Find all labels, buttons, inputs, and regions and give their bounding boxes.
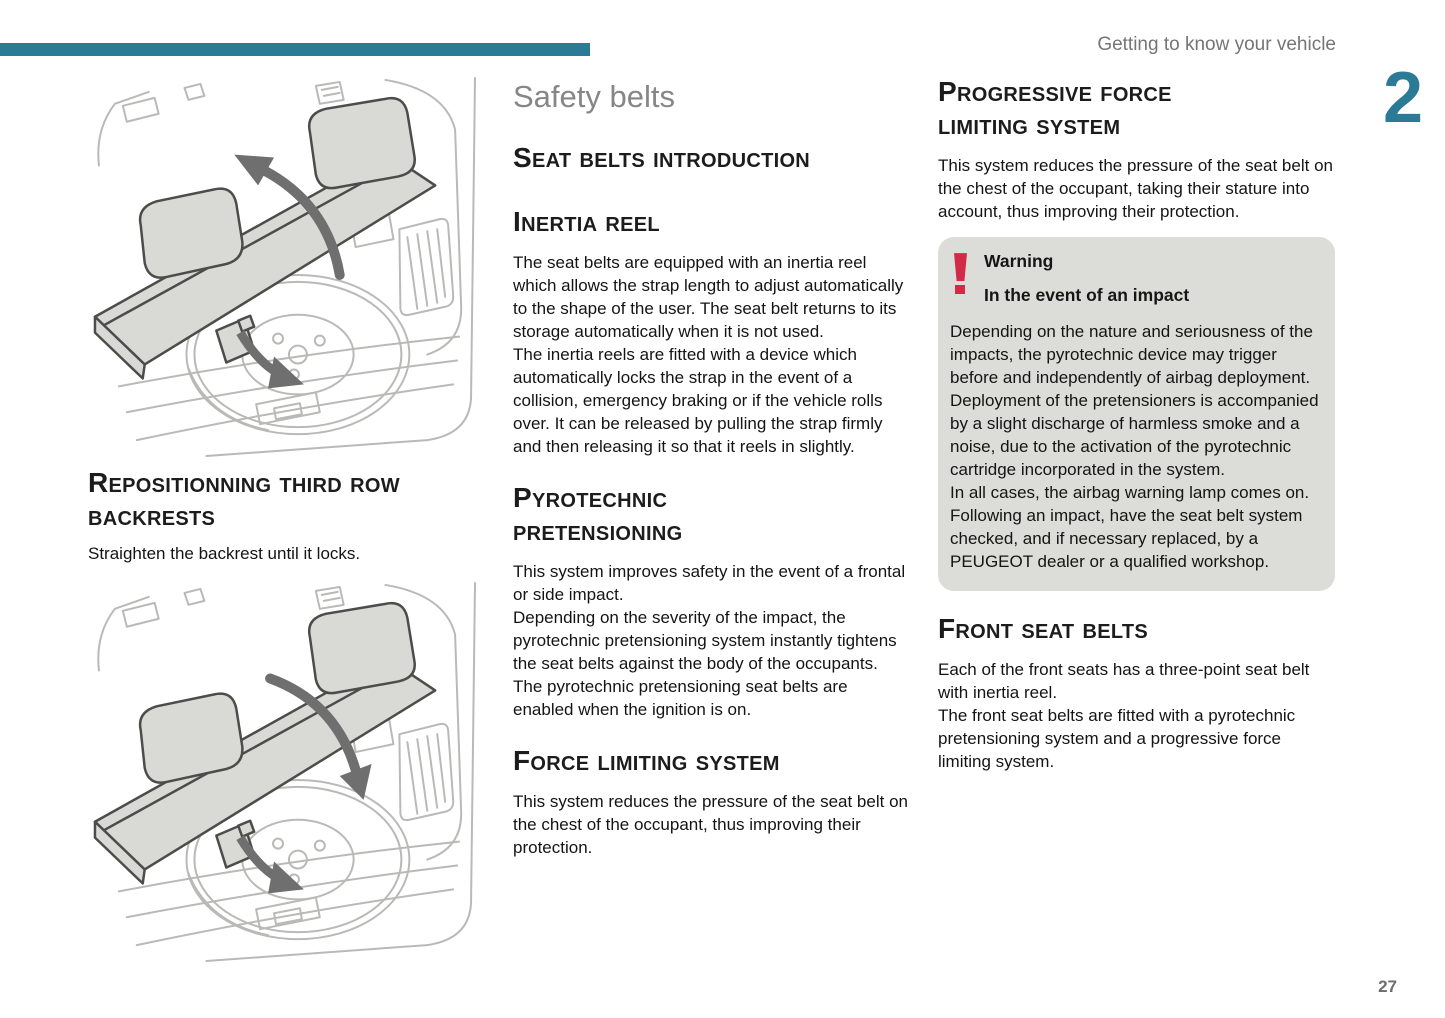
section-inertia-reel [513, 205, 908, 458]
body-paragraph: The front seat belts are fitted with a pyrotechnic pretensioning system and a progressive force limiting system. [938, 706, 1296, 772]
section-heading-seat-belts-introduction: Seat belts introduction [513, 141, 811, 173]
section-heading-progressive-force: Progressive force limiting system [938, 76, 1172, 141]
exclamation-icon [954, 253, 970, 294]
warning-paragraph: Following an impact, have the seat belt system checked, and if necessary replaced, by a PEUGEOT dealer or a qualified workshop. [950, 506, 1303, 572]
chapter-number: 2 [1382, 58, 1423, 138]
section-progressive-force [938, 75, 1335, 223]
section-heading-force-limiting: Force limiting system [513, 744, 780, 776]
body-paragraph: This system reduces the pressure of the seat belt on the chest of the occupant, taking their stature into account, thus improving their protection. [938, 156, 1333, 222]
body-paragraph: The pyrotechnic pretensioning seat belts are enabled when the ignition is on. [513, 676, 848, 719]
section-heading-pyrotechnic-pretensioning: Pyrotechnic pretensioning [513, 481, 683, 546]
page-title: Safety belts [513, 79, 675, 114]
section-heading-front-seat-belts: Front seat belts [938, 613, 1149, 645]
section-force-limiting [513, 744, 908, 859]
warning-box [938, 237, 1335, 591]
top-rule [0, 43, 590, 56]
body-paragraph: The inertia reels are fitted with a device which automatically locks the strap in the event of a collision, emergency braking or if the vehicle rolls over. It can be released by pulling the strap firmly and then releasing it so that it reels in slightly. [513, 344, 883, 456]
body-paragraph: This system improves safety in the event of a frontal or side impact. [513, 561, 906, 604]
body-paragraph: Straighten the backrest until it locks. [88, 544, 361, 564]
body-paragraph: Each of the front seats has a three-point seat belt with inertia reel. [938, 660, 1310, 703]
page-number: 27 [1378, 977, 1397, 996]
section-front-seat-belts [938, 612, 1335, 773]
third-row-seats-illustration-fold-up [88, 70, 478, 458]
section-pyrotechnic-pretensioning [513, 481, 908, 721]
warning-subtitle: In the event of an impact [984, 285, 1190, 306]
body-paragraph: This system reduces the pressure of the seat belt on the chest of the occupant, thus improving their protection. [513, 791, 908, 857]
warning-title: Warning [984, 251, 1054, 272]
warning-paragraph: In all cases, the airbag warning lamp comes on. [950, 483, 1310, 503]
body-paragraph: Depending on the severity of the impact, the pyrotechnic pretensioning system instantly tightens the seat belts against the body of the occupants. [513, 607, 897, 673]
third-row-seats-illustration-fold-down [88, 575, 478, 963]
right-column [938, 75, 1335, 796]
body-paragraph: The seat belts are equipped with an inertia reel which allows the strap length to adjust automatically to the shape of the user. The seat belt returns to its storage automatically when it is not used. [513, 252, 904, 341]
middle-column [513, 75, 908, 882]
section-heading-repositioning: Repositionning third row backrests [88, 467, 400, 532]
warning-paragraph: Depending on the nature and seriousness of the impacts, the pyrotechnic device may trigger before and independently of airbag deployment. Deployment of the pretensioners is accompanied by a slight discharge of harmless smoke and a noise, due to the activation of the pyrotechnic cartridge incorporated in the system. [950, 322, 1319, 480]
running-head: Getting to know your vehicle [1097, 34, 1336, 55]
section-heading-inertia-reel: Inertia reel [513, 205, 660, 237]
left-column [88, 70, 480, 963]
